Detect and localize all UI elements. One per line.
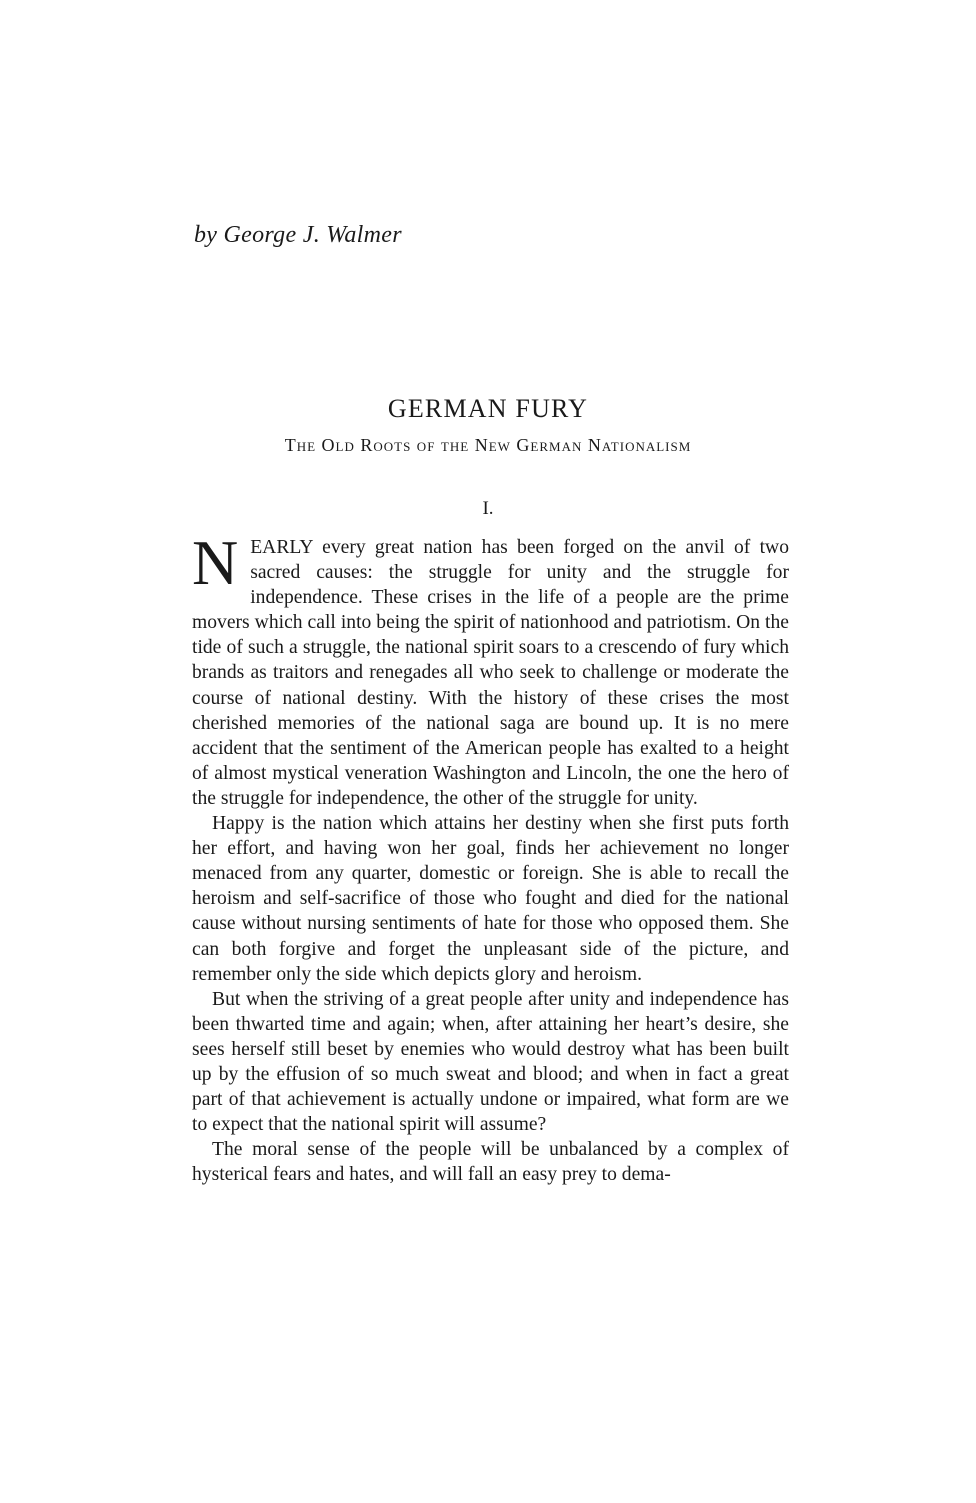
article-subtitle: The Old Roots of the New German Nationalism <box>284 435 692 455</box>
paragraph-2: Happy is the nation which attains her destiny when she first puts forth her effort, and having won her goal, finds her achievement no longer menaced from any quarter, domestic or foreign. She is able to recall the heroism and self-sacrifice of those who fought and died for the national cause without nursing sentiments of hate for those who opposed them. She can both forgive and forget the unpleasant side of the picture, and remember only the side which depicts glory and heroism. <box>192 813 789 985</box>
article-body <box>192 527 789 1187</box>
article-title: GERMAN FURY <box>387 394 589 423</box>
paragraph-1 <box>192 527 789 811</box>
paragraph-3: But when the striving of a great people after unity and independence has been thwarted time and again; when, after attaining her heart’s desire, she sees herself still beset by enemies who would destroy what has been built up by the effusion of so much sweat and blood; and when in fact a great part of that achievement is actually undone or impaired, what form are we to expect that the national spirit will assume? <box>192 988 789 1136</box>
paragraph-4: The moral sense of the people will be unbalanced by a complex of hysterical fears and hates, and will fall an easy prey to dema- <box>192 1139 789 1186</box>
section-number: I. <box>482 498 494 519</box>
lead-word: EARLY <box>250 537 313 558</box>
drop-cap: N <box>192 527 239 598</box>
paragraph-1-text: every great nation has been forged on the anvil of two sacred causes: the struggle for unity and the struggle for independence. These crises in the life of a people are the prime movers which call into being the spirit of nationhood and patriotism. On the tide of such a struggle, the national spirit soars to a crescendo of fury which brands as traitors and renegades all who seek to challenge or moderate the course of national destiny. With the history of these crises the most cherished memories of the national saga are bound up. It is no mere accident that the sentiment of the American people has exalted to a height of almost mystical veneration Washington and Lincoln, the one the hero of the struggle for independence, the other of the struggle for unity. <box>192 537 789 809</box>
byline: by George J. Walmer <box>194 222 402 248</box>
